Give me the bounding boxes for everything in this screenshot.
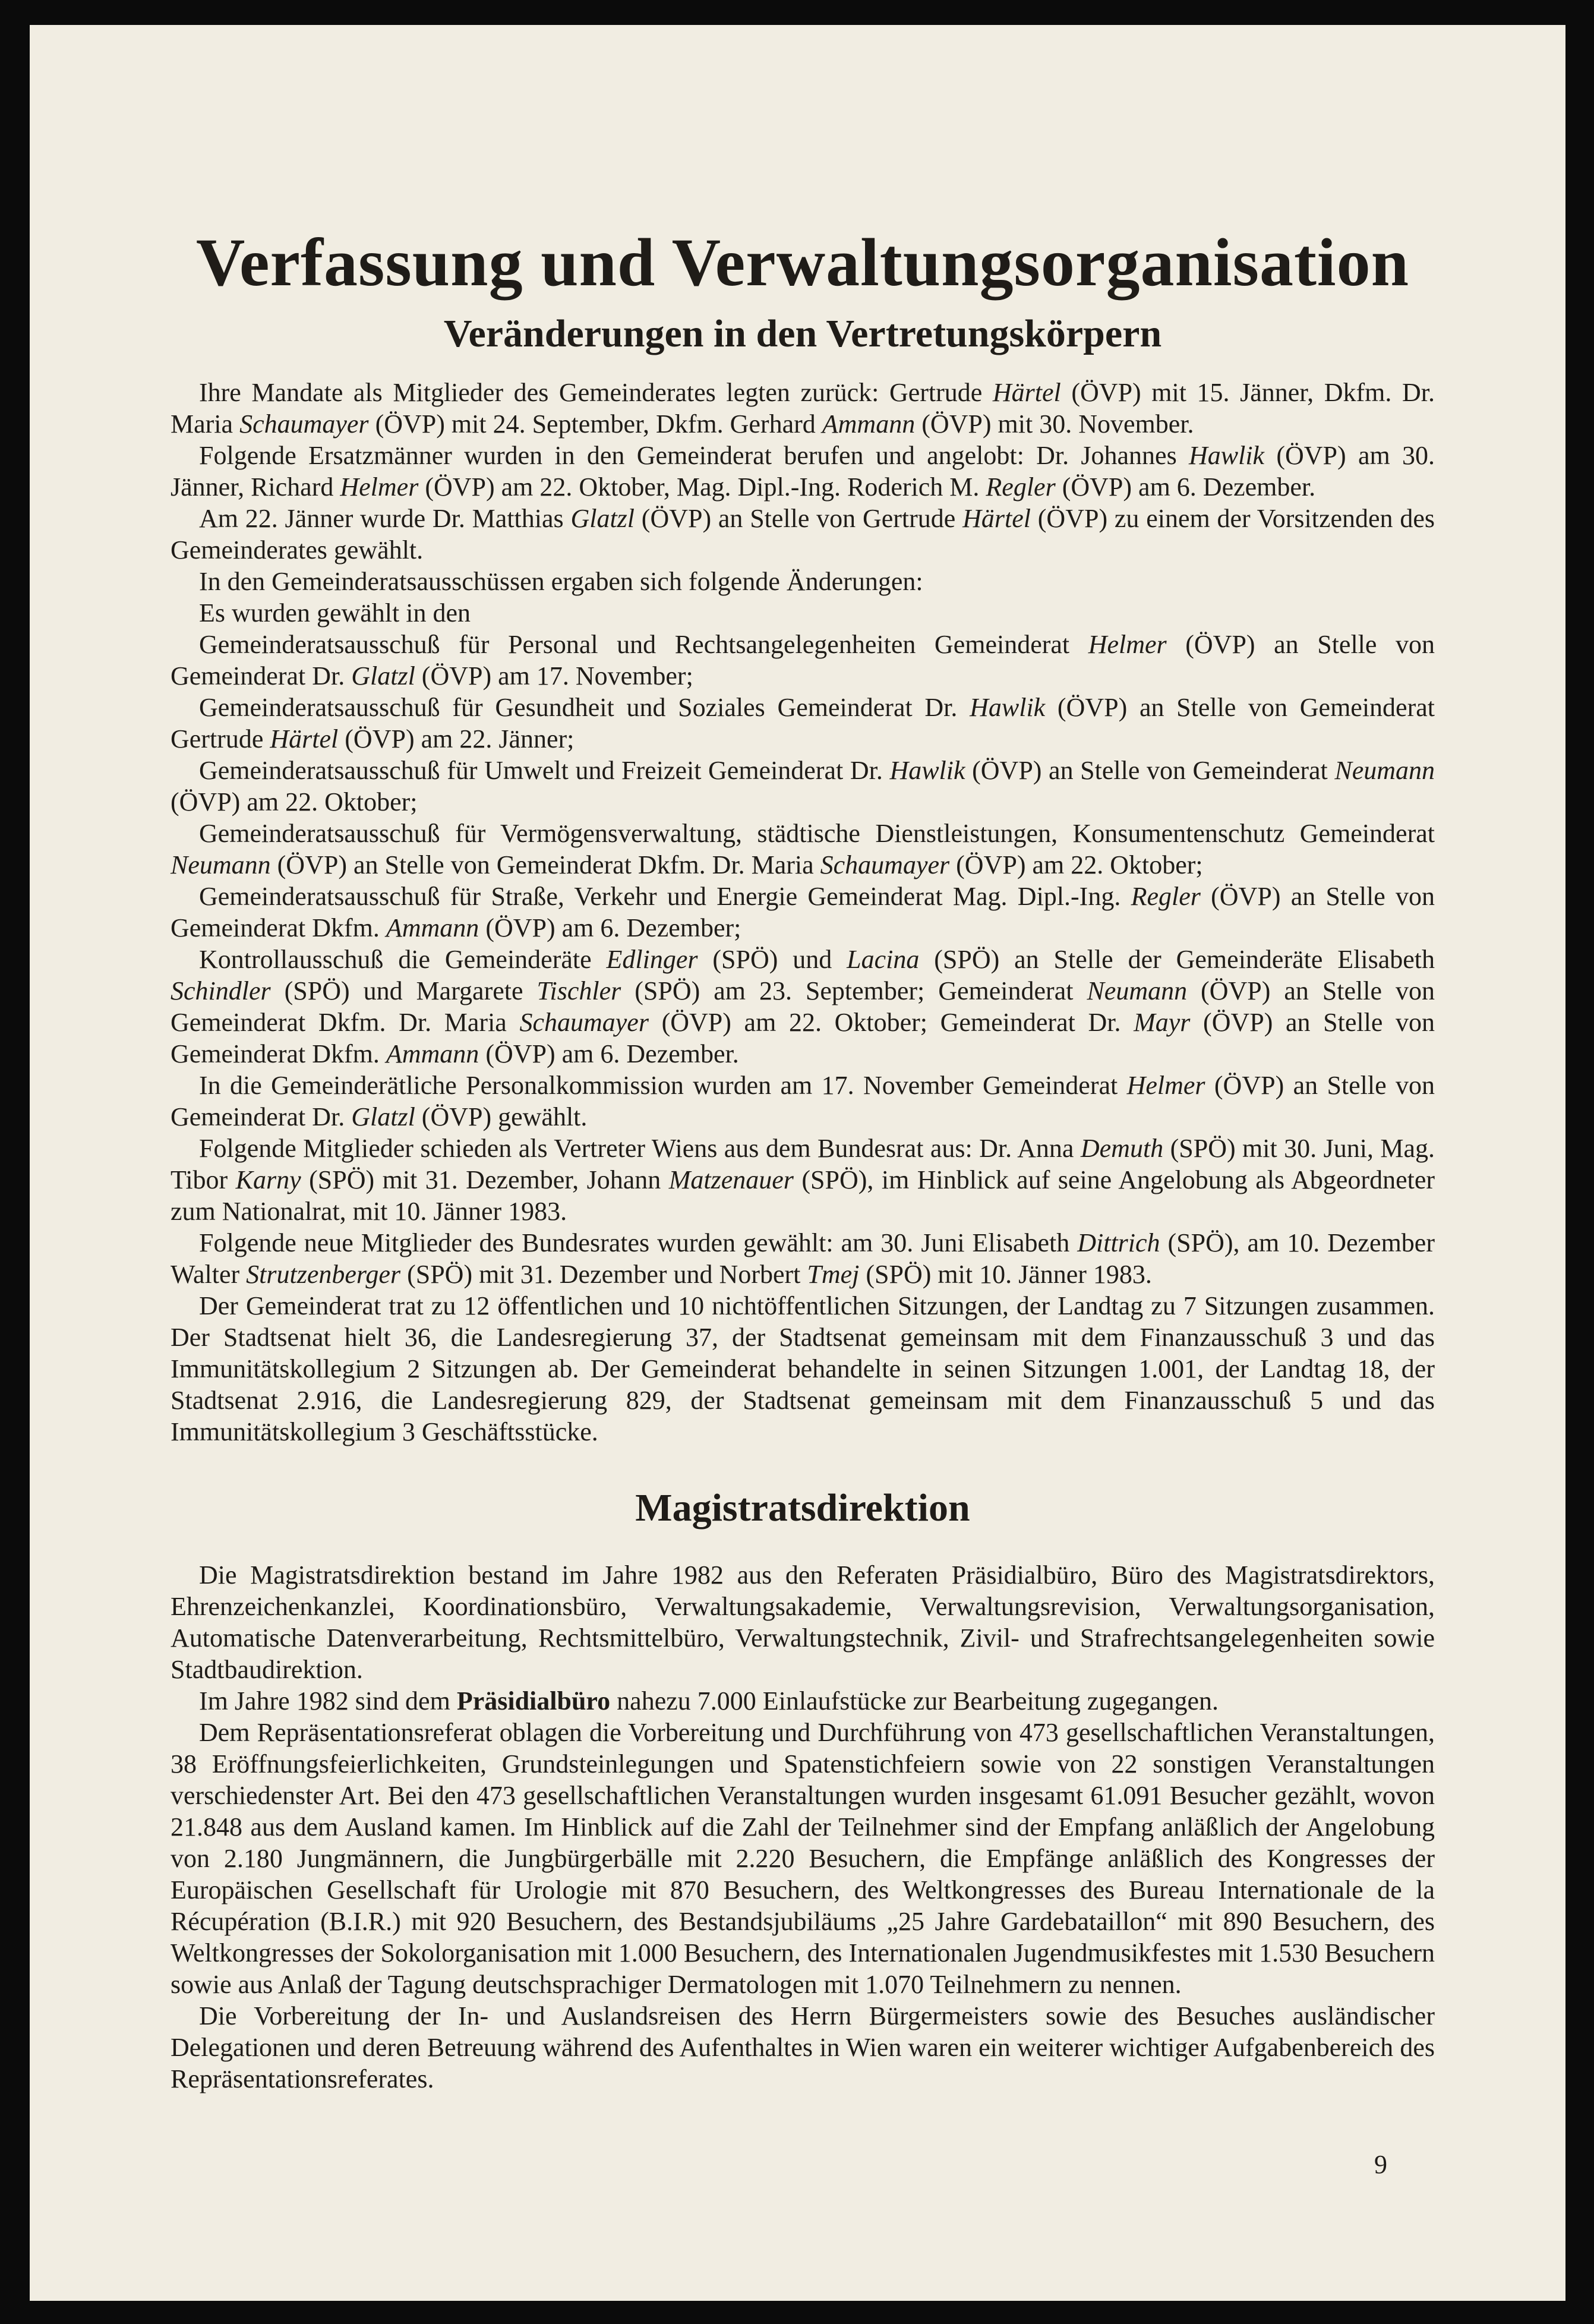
text-run: (ÖVP) am 22. Oktober; Gemeinderat Dr. xyxy=(648,1008,1134,1037)
text-run: In die Gemeinderätliche Personalkommission wurden am 17. November Gemeinderat xyxy=(199,1071,1127,1100)
text-run: (ÖVP) an Stelle von Gemeinderat Dkfm. Dr. Maria xyxy=(171,976,1435,1037)
text-run: Es wurden gewählt in den xyxy=(199,598,471,627)
text-run: Im Jahre 1982 sind dem xyxy=(199,1686,457,1716)
person-name: Regler xyxy=(1131,882,1201,911)
person-name: Dittrich xyxy=(1077,1228,1160,1257)
text-run: (ÖVP) am 22. Oktober; xyxy=(949,850,1203,879)
text-run: (ÖVP) am 6. Dezember. xyxy=(1055,472,1316,502)
text-run: (ÖVP) am 17. November; xyxy=(415,661,693,690)
paragraph xyxy=(171,1227,1435,1290)
person-name: Mayr xyxy=(1134,1008,1191,1037)
text-run: (ÖVP) gewählt. xyxy=(415,1102,588,1131)
person-name: Schaumayer xyxy=(239,409,369,439)
text-run: (SPÖ), im Hinblick auf seine Angelobung als Abgeordneter zum Nationalrat, mit 10. Jänner 1983. xyxy=(171,1165,1435,1226)
text-run: (ÖVP) an Stelle von Gemeinderat Gertrude xyxy=(171,693,1435,753)
paragraph xyxy=(171,597,1435,629)
person-name: Karny xyxy=(235,1165,301,1194)
text-run: Folgende Ersatzmänner wurden in den Gemeinderat berufen und angelobt: Dr. Johannes xyxy=(199,441,1189,470)
person-name: Ammann xyxy=(822,409,916,439)
person-name: Edlinger xyxy=(606,945,698,974)
page-content xyxy=(171,221,1435,2095)
text-run: Gemeinderatsausschuß für Umwelt und Freizeit Gemeinderat Dr. xyxy=(199,756,890,785)
text-run: (SPÖ) an Stelle der Gemeinderäte Elisabeth xyxy=(919,945,1435,974)
person-name: Regler xyxy=(986,472,1056,502)
text-run: (ÖVP) an Stelle von Gemeinderat Dkfm. xyxy=(171,882,1435,942)
person-name: Neumann xyxy=(171,850,271,879)
text-run: (ÖVP) an Stelle von Gemeinderat xyxy=(965,756,1335,785)
text-run: Folgende neue Mitglieder des Bundesrates wurden gewählt: am 30. Juni Elisabeth xyxy=(199,1228,1078,1257)
text-run: Gemeinderatsausschuß für Gesundheit und Soziales Gemeinderat Dr. xyxy=(199,693,970,722)
person-name: Helmer xyxy=(1088,630,1167,659)
paragraph xyxy=(171,944,1435,1070)
section-heading-magistratsdirektion: Magistratsdirektion xyxy=(635,1486,970,1530)
person-name: Glatzl xyxy=(570,504,635,533)
bold-term: Präsidialbüro xyxy=(456,1686,611,1716)
text-run: (SPÖ) mit 30. Juni, Mag. Tibor xyxy=(171,1134,1435,1194)
person-name: Lacina xyxy=(847,945,920,974)
text-run: Gemeinderatsausschuß für Personal und Rechtsangelegenheiten Gemeinderat xyxy=(199,630,1088,659)
person-name: Helmer xyxy=(1126,1071,1205,1100)
person-name: Glatzl xyxy=(351,1102,415,1131)
person-name: Hawlik xyxy=(970,693,1046,722)
section-body-vertretungskoerper xyxy=(171,377,1435,1448)
text-run: Die Vorbereitung der In- und Auslandsreisen des Herrn Bürgermeisters sowie des Besuches ausländischer Delegationen und deren Betreuung während des Aufenthaltes in Wien waren ein weiterer wichtiger Aufgabenbereich des Repräsentationsreferates. xyxy=(171,2001,1435,2093)
paragraph xyxy=(171,881,1435,944)
text-run: (ÖVP) am 6. Dezember. xyxy=(479,1039,739,1068)
text-run: (ÖVP) am 6. Dezember; xyxy=(479,913,741,942)
text-run: (ÖVP) an Stelle von Gemeinderat Dr. xyxy=(171,1071,1435,1131)
person-name: Härtel xyxy=(992,378,1061,407)
person-name: Neumann xyxy=(1087,976,1188,1005)
text-run: Die Magistratsdirektion bestand im Jahre 1982 aus den Referaten Präsidialbüro, Büro des Magistratsdirektors, Ehrenzeichenkanzlei, Koordinationsbüro, Verwaltungsakademie, Verwaltungsrevision, Verwaltungsorganisation, Automatische Datenverarbeitung, Rechtsmittelbüro, Verwaltungstechnik, Zivil- und Strafrechtsangelegenheiten sowie Stadtbaudirektion. xyxy=(171,1560,1435,1684)
text-run: Folgende Mitglieder schieden als Vertreter Wiens aus dem Bundesrat aus: Dr. Anna xyxy=(199,1134,1081,1163)
page-number: 9 xyxy=(1374,2150,1387,2179)
paragraph xyxy=(171,2000,1435,2095)
section-body-magistratsdirektion xyxy=(171,1559,1435,2095)
page-title: Verfassung und Verwaltungsorganisation xyxy=(196,225,1409,300)
text-run: (ÖVP) am 22. Oktober; xyxy=(171,787,418,816)
person-name: Hawlik xyxy=(1188,441,1265,470)
text-run: (SPÖ) mit 31. Dezember und Norbert xyxy=(400,1260,807,1289)
person-name: Strutzenberger xyxy=(246,1260,401,1289)
person-name: Helmer xyxy=(340,472,419,502)
text-run: (ÖVP) zu einem der Vorsitzenden des Gemeinderates gewählt. xyxy=(171,504,1435,565)
text-run: Dem Repräsentationsreferat oblagen die Vorbereitung und Durchführung von 473 gesellschaftlichen Veranstaltungen, 38 Eröffnungsfeierlichkeiten, Grundsteinlegungen und Spatenstichfeiern sowie von 22 sonstigen Veranstaltungen verschiedenster Art. Bei den 473 gesellschaftlichen Veranstaltungen wurden insgesamt 61.091 Besucher gezählt, wovon 21.848 aus dem Ausland kamen. Im Hinblick auf die Zahl der Teilnehmer sind der Empfang anläßlich der Angelobung von 2.180 Jungmännern, die Jungbürgerbälle mit 2.220 Besuchern, die Empfänge anläßlich des Kongresses der Europäischen Gesellschaft für Urologie mit 870 Besuchern, des Weltkongresses des Bureau Internationale de la Récupération (B.I.R.) mit 920 Besuchern, des Bestandsjubiläums „25 Jahre Gardebataillon“ mit 890 Besuchern, des Weltkongresses der Sokolorganisation mit 1.000 Besuchern, des Internationalen Jugendmusikfestes mit 1.530 Besuchern sowie aus Anlaß der Tagung deutschsprachiger Dermatologen mit 1.070 Teilnehmern zu nennen. xyxy=(171,1718,1435,1999)
paragraph xyxy=(171,629,1435,692)
text-run: Der Gemeinderat trat zu 12 öffentlichen und 10 nichtöffentlichen Sitzungen, der Landtag zu 7 Sitzungen zusammen. Der Stadtsenat hielt 36, die Landesregierung 37, der Stadtsenat gemeinsam mit dem Finanzausschuß 3 und das Immunitätskollegium 2 Sitzungen ab. Der Gemeinderat behandelte in seinen Sitzungen 1.001, der Landtag 18, der Stadtsenat 2.916, die Landesregierung 829, der Stadtsenat gemeinsam mit dem Finanzausschuß 5 und das Immunitätskollegium 3 Geschäftsstücke. xyxy=(171,1291,1435,1446)
person-name: Härtel xyxy=(962,504,1031,533)
text-run: (ÖVP) mit 24. September, Dkfm. Gerhard xyxy=(368,409,822,439)
paragraph xyxy=(171,1070,1435,1133)
person-name: Schaumayer xyxy=(820,850,950,879)
document-page xyxy=(30,25,1565,2301)
paragraph xyxy=(171,440,1435,503)
text-run: Gemeinderatsausschuß für Vermögensverwaltung, städtische Dienstleistungen, Konsumentenschutz Gemeinderat xyxy=(199,819,1435,848)
text-run: In den Gemeinderatsausschüssen ergaben sich folgende Änderungen: xyxy=(199,567,923,596)
person-name: Ammann xyxy=(386,913,479,942)
paragraph xyxy=(171,692,1435,755)
paragraph xyxy=(171,818,1435,881)
paragraph xyxy=(171,755,1435,818)
text-run: (SPÖ) und xyxy=(697,945,847,974)
text-run: (SPÖ) mit 31. Dezember, Johann xyxy=(301,1165,669,1194)
paragraph xyxy=(171,1290,1435,1448)
text-run: (SPÖ) und Margarete xyxy=(270,976,537,1005)
text-run: Ihre Mandate als Mitglieder des Gemeinderates legten zurück: Gertrude xyxy=(199,378,993,407)
paragraph xyxy=(171,1685,1435,1717)
text-run: (ÖVP) am 22. Oktober, Mag. Dipl.-Ing. Roderich M. xyxy=(418,472,986,502)
person-name: Neumann xyxy=(1334,756,1435,785)
person-name: Demuth xyxy=(1080,1134,1164,1163)
person-name: Tischler xyxy=(536,976,621,1005)
text-run: Kontrollausschuß die Gemeinderäte xyxy=(199,945,607,974)
person-name: Härtel xyxy=(270,724,339,753)
text-run: Am 22. Jänner wurde Dr. Matthias xyxy=(199,504,571,533)
person-name: Schaumayer xyxy=(519,1008,649,1037)
paragraph xyxy=(171,1559,1435,1685)
paragraph xyxy=(171,1717,1435,2000)
section-heading-vertretungskoerper: Veränderungen in den Vertretungskörpern xyxy=(443,312,1162,355)
text-run: Gemeinderatsausschuß für Straße, Verkehr und Energie Gemeinderat Mag. Dipl.-Ing. xyxy=(199,882,1131,911)
text-run: (ÖVP) am 30. Jänner, Richard xyxy=(171,441,1435,502)
paragraph xyxy=(171,1133,1435,1227)
person-name: Glatzl xyxy=(351,661,415,690)
text-run: (SPÖ) am 23. September; Gemeinderat xyxy=(621,976,1087,1005)
person-name: Hawlik xyxy=(889,756,965,785)
paragraph xyxy=(171,377,1435,440)
person-name: Matzenauer xyxy=(668,1165,794,1194)
text-run: (ÖVP) mit 30. November. xyxy=(915,409,1194,439)
person-name: Tmej xyxy=(807,1260,860,1289)
text-run: (ÖVP) am 22. Jänner; xyxy=(338,724,575,753)
text-run: (ÖVP) an Stelle von Gertrude xyxy=(635,504,963,533)
person-name: Ammann xyxy=(386,1039,479,1068)
paragraph xyxy=(171,503,1435,566)
text-run: (ÖVP) an Stelle von Gemeinderat Dkfm. xyxy=(171,1008,1435,1068)
paragraph xyxy=(171,566,1435,597)
text-run: (ÖVP) an Stelle von Gemeinderat Dr. xyxy=(171,630,1435,690)
text-run: nahezu 7.000 Einlaufstücke zur Bearbeitung zugegangen. xyxy=(610,1686,1219,1716)
text-run: (SPÖ) mit 10. Jänner 1983. xyxy=(859,1260,1152,1289)
text-run: (ÖVP) an Stelle von Gemeinderat Dkfm. Dr. Maria xyxy=(270,850,820,879)
text-run: (ÖVP) mit 15. Jänner, Dkfm. Dr. Maria xyxy=(171,378,1435,439)
text-run: (SPÖ), am 10. Dezember Walter xyxy=(171,1228,1435,1289)
person-name: Schindler xyxy=(171,976,271,1005)
